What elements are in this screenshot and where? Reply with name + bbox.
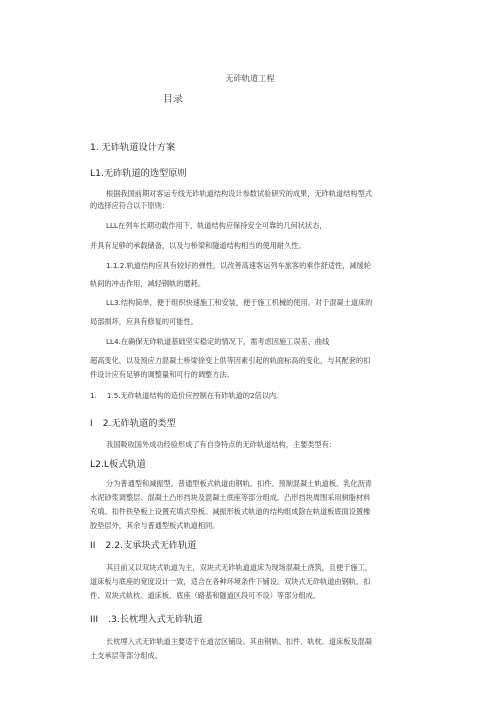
toc-heading: 目录 (163, 94, 183, 105)
paragraph-line: LL4.在确保无砟轨道基础坚实稳定的情况下，需考虑因施工误差、曲线 (106, 337, 330, 346)
section-title: .3.长枕埋入式无砟轨道 (108, 614, 203, 625)
item-number: 1. (90, 391, 97, 400)
section-2-1-heading: L2.L板式轨道 (90, 459, 146, 470)
paragraph-line: 1.1.2.轨道结构应具有较好的弹性，以改善高速客运列车旅客的乘作舒适性，减缓轮 (106, 261, 371, 270)
section-1-heading: 1. 无砟轨道设计方案 (90, 142, 176, 153)
paragraph-line: 长枕埋入式无砟轨道主要适于在道岔区铺设。其由钢轨、扣件、轨枕、道床板及混凝 (106, 637, 372, 646)
paragraph-line: 并具有足够的承载储备，以及与桥梁和隧道结构相当的使用耐久性。 (90, 241, 306, 250)
paragraph-line: 轨间的冲击作用，减轻钢轨的磨耗。 (90, 279, 206, 288)
section-number: I (90, 418, 93, 429)
section-2-2-heading (90, 540, 420, 552)
paragraph-line: 的选择应符合以下原则： (90, 201, 170, 210)
section-title: 2.无砟轨道的类型 (102, 418, 176, 429)
paragraph-line: 充填。扣件铁垫板上设置充填式垫板。减振形板式轨道的结构组成除在轨道板底面设置橡 (90, 507, 371, 516)
item-text: 1.5.无砟轨道结构的造价应控制在有砟轨道的2倍以内。 (106, 391, 284, 400)
paragraph-line: 件、双块式轨枕、道床板、底座（路基和隧道区段可不设）等部分组成。 (90, 591, 321, 600)
paragraph-line: 土支承层等部分组成。 (90, 651, 162, 660)
paragraph-line (90, 390, 420, 402)
paragraph-line: LLL在列车长期动载作用下，轨道结构应保持安全可靠的几何状状态， (106, 221, 327, 230)
paragraph-line: 胶垫层外，其余与普通型板式轨道相同。 (90, 521, 220, 530)
section-2-heading (90, 418, 420, 430)
paragraph-line: 我国吸收国外成功经验形成了有自身特点的无砟轨道结构，主要类型有： (106, 440, 337, 449)
paragraph-line: 根据我国前期对客运专线无砟轨道结构设计参数试验研究的成果，无砟轨道结构型式 (106, 189, 372, 198)
paragraph-line: 道床板与底座的宽度设计一致，适合在各种环境条件下铺设。双块式无砟轨道由钢轨、扣 (90, 577, 371, 586)
section-title: 2.2.支承块式无砟轨道 (105, 540, 197, 551)
paragraph-line: 分为普通型和减振型。普通型板式轨道由钢轨、扣件、预制混凝土轨道板、乳化沥青 (106, 479, 372, 488)
section-number: II (90, 540, 96, 551)
document-title: 无砟轨道工程 (225, 73, 275, 83)
paragraph-line: LL3.结构简单，便于组织快速施工和安装，便于施工机械的使用。对于混凝土道床的 (106, 298, 373, 307)
paragraph-line: 局部损坏，应具有修复的可能性。 (90, 317, 198, 326)
section-1-1-heading: L1.无砟轨道的选型原则 (90, 168, 187, 179)
section-2-3-heading (90, 614, 420, 626)
paragraph-line: 件设计应有足够的调整量和可行的调整方法。 (90, 370, 234, 379)
paragraph-line: 超高变化，以及预应力混凝土桥梁徐变上供等因素引起的轨面标高的变化，与其配套的扣 (90, 356, 371, 365)
paragraph-line: 水泥砂浆调整层、混凝土凸形挡块及混凝土底座等部分组成。凸形挡块周围采用树脂材料 (90, 493, 371, 502)
section-number: III (90, 614, 99, 625)
paragraph-line: 其目前又以双块式轨道为主，双块式无砟轨道道床为现场混凝土浇筑，且便于施工， (106, 563, 372, 572)
